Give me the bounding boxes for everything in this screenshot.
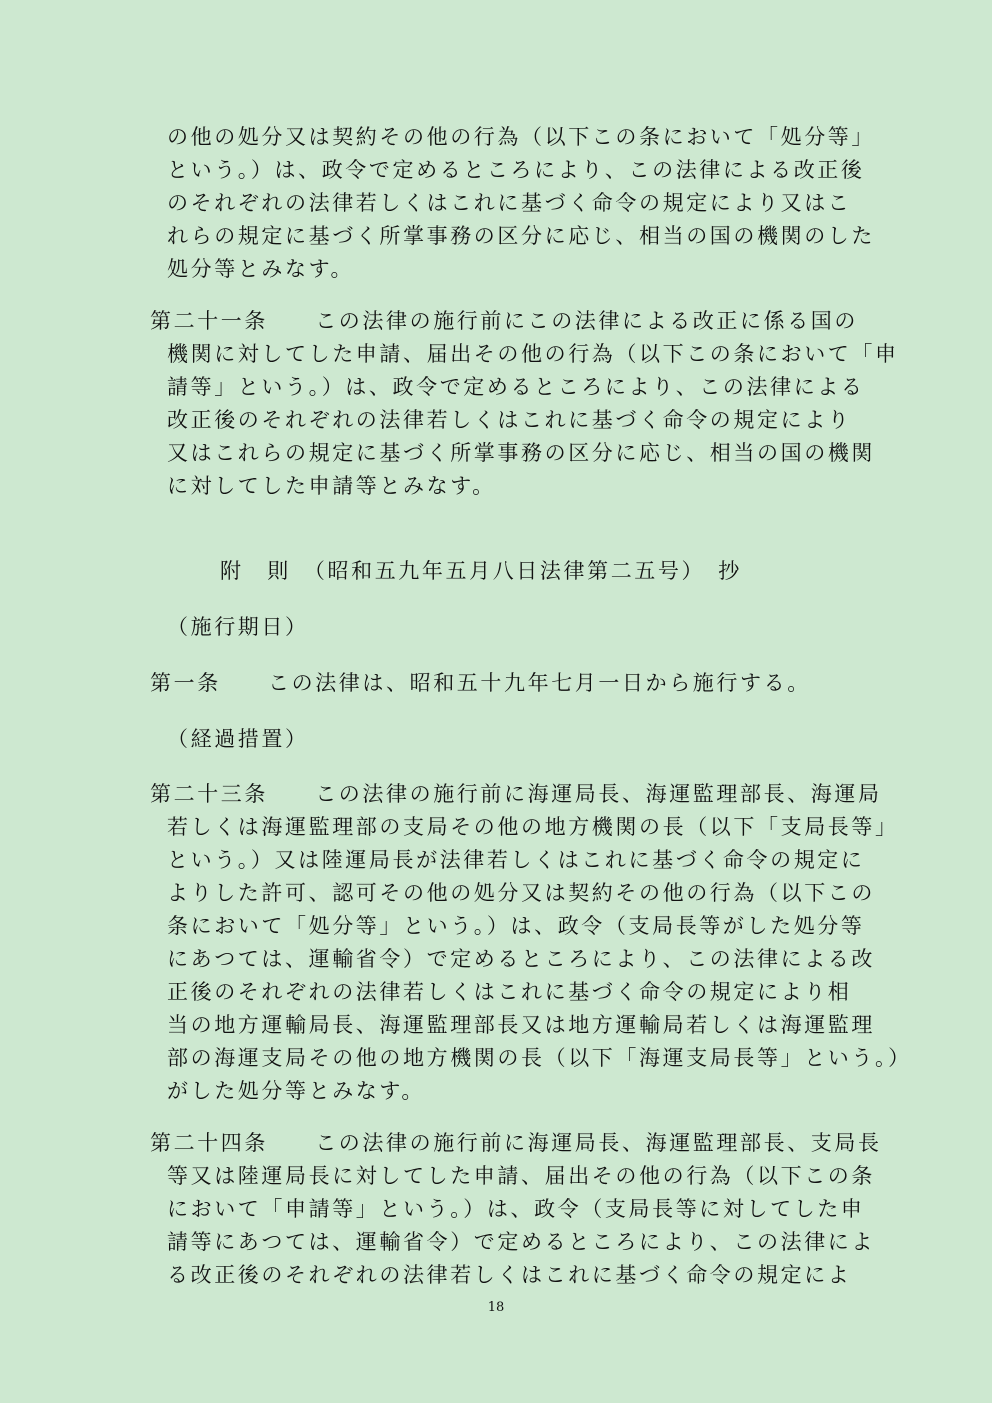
text-line: という。）又は陸運局長が法律若しくはこれに基づく命令の規定に [167, 848, 865, 872]
heading-transitional-measures: （経過措置） [167, 727, 309, 751]
text-line: 部の海運支局その他の地方機関の長（以下「海運支局長等」という。） [167, 1046, 912, 1070]
text-line: よりした許可、認可その他の処分又は契約その他の行為（以下この [167, 881, 875, 905]
text-line: 正後のそれぞれの法律若しくはこれに基づく命令の規定により相 [167, 980, 852, 1004]
text-line: 条において「処分等」という。）は、政令（支局長等がした処分等 [167, 914, 865, 938]
text-line: がした処分等とみなす。 [167, 1079, 425, 1103]
text-line: という。）は、政令で定めるところにより、この法律による改正後 [167, 158, 865, 182]
supplementary-provisions-title: 附 則 （昭和五九年五月八日法律第二五号） 抄 [220, 559, 742, 583]
text-line: にあつては、運輸省令）で定めるところにより、この法律による改 [167, 947, 875, 971]
text-line: 当の地方運輸局長、海運監理部長又は地方運輸局若しくは海運監理 [167, 1013, 875, 1037]
text-line: 等又は陸運局長に対してした申請、届出その他の行為（以下この条 [167, 1164, 875, 1188]
text-line: の他の処分又は契約その他の行為（以下この条において「処分等」 [167, 125, 875, 149]
text-line: 請等にあつては、運輸省令）で定めるところにより、この法律によ [167, 1230, 875, 1254]
text-line: 機関に対してした申請、届出その他の行為（以下この条において「申 [167, 342, 899, 366]
text-line: 若しくは海運監理部の支局その他の地方機関の長（以下「支局長等」 [167, 815, 899, 839]
heading-enforcement-date: （施行期日） [167, 615, 309, 639]
article-23-head-line: 第二十三条 この法律の施行前に海運局長、海運監理部長、海運局 [150, 782, 882, 806]
text-line: のそれぞれの法律若しくはこれに基づく命令の規定により又はこ [167, 191, 852, 215]
article-24-head-line: 第二十四条 この法律の施行前に海運局長、海運監理部長、支局長 [150, 1131, 882, 1155]
text-line: 改正後のそれぞれの法律若しくはこれに基づく命令の規定により [167, 408, 852, 432]
text-line: れらの規定に基づく所掌事務の区分に応じ、相当の国の機関のした [167, 224, 875, 248]
text-line: る改正後のそれぞれの法律若しくはこれに基づく命令の規定によ [167, 1263, 852, 1287]
text-line: に対してした申請等とみなす。 [167, 474, 496, 498]
page-number: 18 [487, 1300, 505, 1315]
text-line: 又はこれらの規定に基づく所掌事務の区分に応じ、相当の国の機関 [167, 441, 875, 465]
text-line: において「申請等」という。）は、政令（支局長等に対してした申 [167, 1197, 865, 1221]
text-line: 処分等とみなす。 [167, 257, 355, 281]
article-21-head-line: 第二十一条 この法律の施行前にこの法律による改正に係る国の [150, 309, 858, 333]
article-1: 第一条 この法律は、昭和五十九年七月一日から施行する。 [150, 671, 811, 695]
text-line: 請等」という。）は、政令で定めるところにより、この法律による [167, 375, 865, 399]
